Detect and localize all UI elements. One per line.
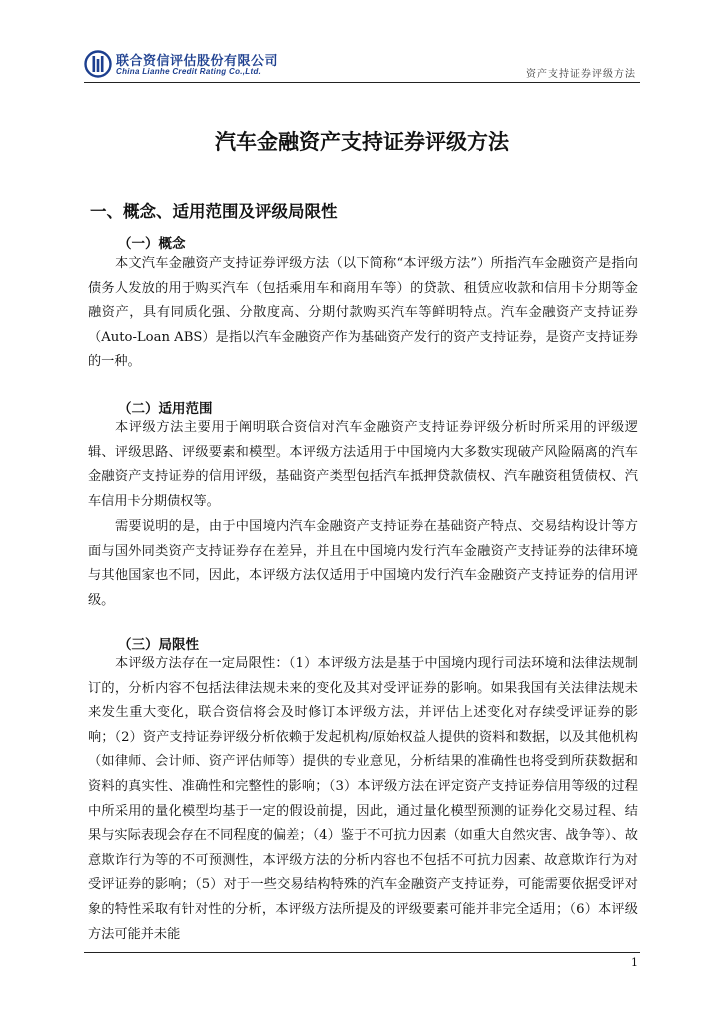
company-name-cn: 联合资信评估股份有限公司 bbox=[116, 54, 279, 69]
page-header bbox=[84, 46, 640, 82]
doc-category: 资产支持证券评级方法 bbox=[526, 69, 636, 80]
company-name-en: China Lianhe Credit Rating Co.,Ltd. bbox=[116, 67, 262, 76]
subsection-limitations-heading: （三）局限性 bbox=[118, 637, 199, 653]
concept-paragraph: 本文汽车金融资产支持证券评级方法（以下简称“本评级方法”）所指汽车金融资产是指向债务人发放的用于购买汽车（包括乘用车和商用车等）的贷款、租赁应收款和信用卡分期等金融资产，具有同质化强、分散度高、分期付款购买汽车等鲜明特点。汽车金融资产支持证券（Auto-Loan ABS）是指以汽车金融资产作为基础资产发行的资产支持证券，是资产支持证券的一种。 bbox=[88, 256, 638, 370]
lianhe-logo-icon bbox=[84, 50, 112, 78]
subsection-concept-heading: （一）概念 bbox=[118, 236, 186, 252]
scope-paragraph-2: 需要说明的是，由于中国境内汽车金融资产支持证券在基础资产特点、交易结构设计等方面与国外同类资产支持证券存在差异，并且在中国境内发行汽车金融资产支持证券的法律环境与其他国家也不同，因此，本评级方法仅适用于中国境内发行汽车金融资产支持证券的信用评级。 bbox=[88, 519, 638, 608]
header-divider bbox=[84, 82, 640, 83]
subsection-scope-heading: （二）适用范围 bbox=[118, 401, 213, 417]
scope-paragraph-1: 本评级方法主要用于阐明联合资信对汽车金融资产支持证券评级分析时所采用的评级逻辑、评级思路、评级要素和模型。本评级方法适用于中国境内大多数实现破产风险隔离的汽车金融资产支持证券的信用评级，基础资产类型包括汽车抵押贷款债权、汽车融资租赁债权、汽车信用卡分期债权等。 bbox=[88, 420, 638, 509]
section-heading: 一、概念、适用范围及评级局限性 bbox=[90, 202, 338, 221]
limitations-paragraph: 本评级方法存在一定局限性：（1）本评级方法是基于中国境内现行司法环境和法律法规制订的，分析内容不包括法律法规未来的变化及其对受评证券的影响。如果我国有关法律法规未来发生重大变化，联合资信将会及时修订本评级方法，并评估上述变化对存续受评证券的影响；（2）资产支持证券评级分析依赖于发起机构/原始权益人提供的资料和数据，以及其他机构（如律师、会计师、资产评估师等）提供的专业意见，分析结果的准确性也将受到所获数据和资料的真实性、准确性和完整性的影响；（3）本评级方法在评定资产支持证券信用等级的过程中所采用的量化模型均基于一定的假设前提，因此，通过量化模型预测的证券化交易过程、结果与实际表现会存在不同程度的偏差；（4）鉴于不可抗力因素（如重大自然灾害、战争等）、故意欺诈行为等的不可预测性，本评级方法的分析内容也不包括不可抗力因素、故意欺诈行为对受评证券的影响；（5）对于一些交易结构特殊的汽车金融资产支持证券，可能需要依据受评对象的特性采取有针对性的分析，本评级方法所提及的评级要素可能并非完全适用；（6）本评级方法可能并未能 bbox=[88, 656, 638, 942]
page-number: 1 bbox=[631, 956, 638, 969]
document-title: 汽车金融资产支持证券评级方法 bbox=[215, 130, 509, 154]
footer-divider bbox=[84, 952, 640, 953]
